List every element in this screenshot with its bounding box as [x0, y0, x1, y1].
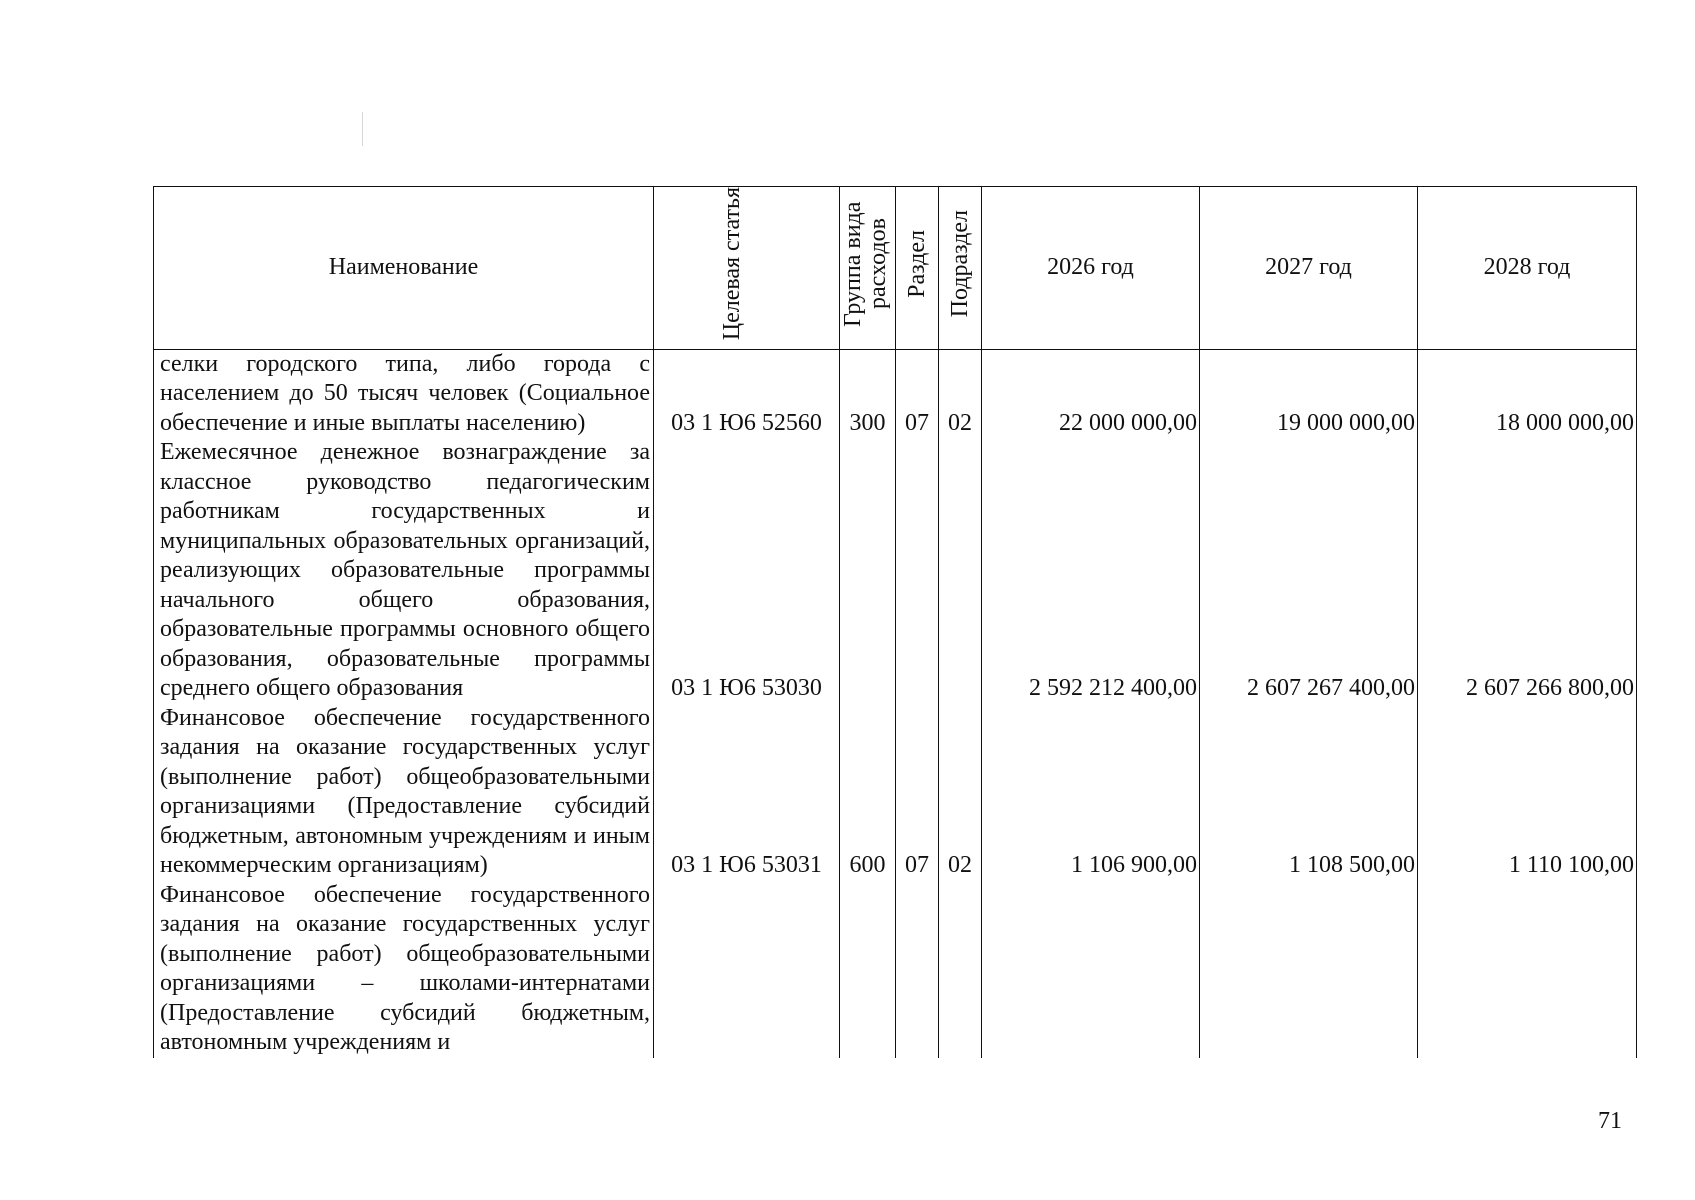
row-target-article: 03 1 Ю6 53030: [654, 438, 840, 704]
header-2027: 2027 год: [1200, 187, 1418, 350]
row-name: Финансовое обеспечение государственного задания на оказание государственных услуг (выполнение работ) общеобразовательными организациями – школами-интернатами (Предоставление субсидий бюджетным, автономным учреждениям и: [154, 881, 654, 1058]
table-row: [154, 704, 1637, 881]
row-2028: 18 000 000,00: [1418, 349, 1637, 438]
row-expense-group: [840, 438, 896, 704]
row-2027: 1 108 500,00: [1200, 704, 1418, 881]
row-target-article: [654, 881, 840, 1058]
row-2028: 2 607 266 800,00: [1418, 438, 1637, 704]
row-2026: [982, 881, 1200, 1058]
row-name: селки городского типа, либо города с населением до 50 тысяч человек (Социальное обеспечение и иные выплаты населению): [154, 349, 654, 438]
header-name: Наименование: [154, 187, 654, 350]
scan-artifact-line: [362, 112, 363, 146]
row-section: 07: [896, 349, 939, 438]
table-row: [154, 881, 1637, 1058]
row-target-article: 03 1 Ю6 53031: [654, 704, 840, 881]
page-number: 71: [1598, 1108, 1622, 1134]
header-subsection: Подраздел: [939, 187, 982, 350]
row-name: Ежемесячное денежное вознаграждение за классное руководство педагогическим работникам государственных и муниципальных образовательных организаций, реализующих образовательные программы начального общего образования, образовательные программы основного общего образования, образовательные программы среднего общего образования: [154, 438, 654, 704]
header-2028: 2028 год: [1418, 187, 1637, 350]
row-2028: [1418, 881, 1637, 1058]
header-2026: 2026 год: [982, 187, 1200, 350]
row-section: 07: [896, 704, 939, 881]
row-2026: 2 592 212 400,00: [982, 438, 1200, 704]
row-expense-group: 300: [840, 349, 896, 438]
row-2027: 19 000 000,00: [1200, 349, 1418, 438]
row-expense-group: 600: [840, 704, 896, 881]
table-row: [154, 349, 1637, 438]
row-section: [896, 881, 939, 1058]
row-expense-group: [840, 881, 896, 1058]
row-subsection: [939, 438, 982, 704]
row-section: [896, 438, 939, 704]
row-2027: [1200, 881, 1418, 1058]
header-target-article: Целевая статья: [654, 187, 840, 350]
header-expense-group: Группа вида расходов: [840, 187, 896, 350]
row-name: Финансовое обеспечение государственного задания на оказание государственных услуг (выполнение работ) общеобразовательными организациями (Предоставление субсидий бюджетным, автономным учреждениям и иным некоммерческим организациям): [154, 704, 654, 881]
row-2026: 22 000 000,00: [982, 349, 1200, 438]
table-row: [154, 438, 1637, 704]
row-2027: 2 607 267 400,00: [1200, 438, 1418, 704]
row-target-article: 03 1 Ю6 52560: [654, 349, 840, 438]
row-subsection: [939, 881, 982, 1058]
table-header-row: [154, 187, 1637, 350]
row-2028: 1 110 100,00: [1418, 704, 1637, 881]
row-2026: 1 106 900,00: [982, 704, 1200, 881]
budget-table: [153, 186, 1637, 1058]
header-section: Раздел: [896, 187, 939, 350]
row-subsection: 02: [939, 704, 982, 881]
row-subsection: 02: [939, 349, 982, 438]
